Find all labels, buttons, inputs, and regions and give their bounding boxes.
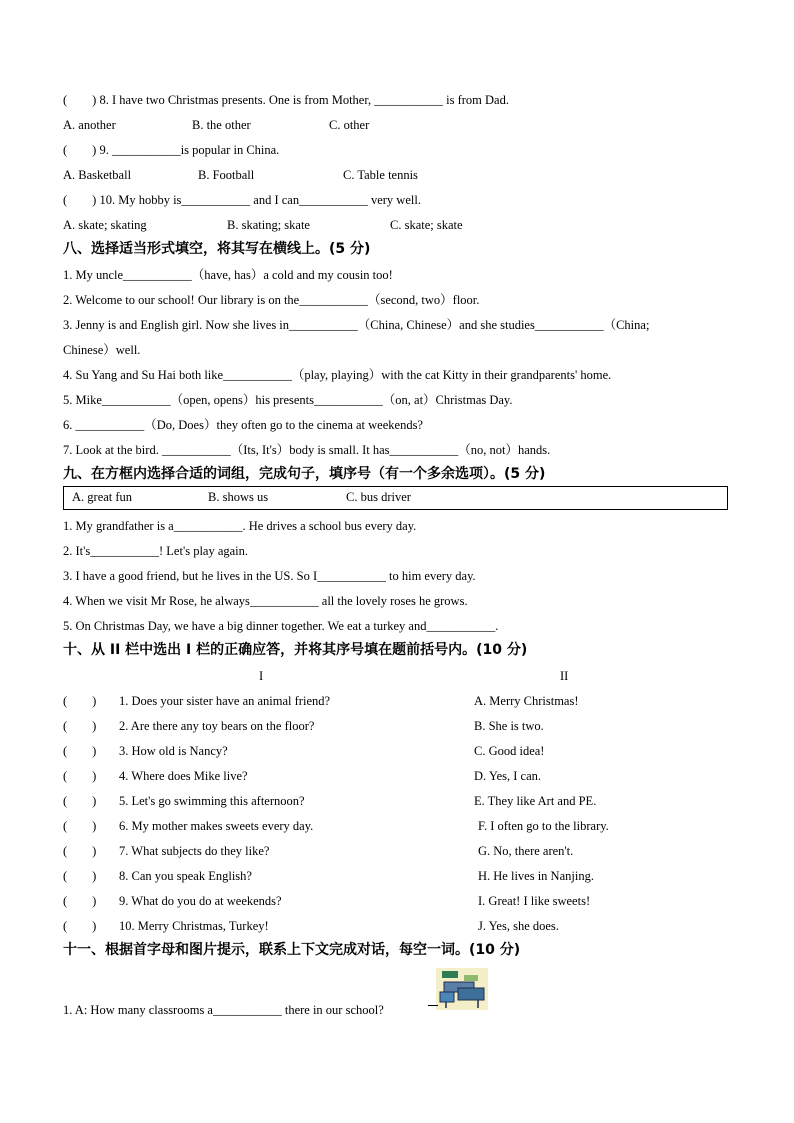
matching-question: 4. Where does Mike live? xyxy=(119,769,248,783)
section-10-heading: 十、从 II 栏中选出 I 栏的正确应答，并将其序号填在题前括号内。(10 分) xyxy=(63,642,528,658)
answer-paren: ( ) xyxy=(63,744,97,758)
s9-line-2: 2. It's___________! Let's play again. xyxy=(63,544,249,558)
word-bank-box xyxy=(63,486,728,510)
s8-line-5: 5. Mike___________（open, opens）his presents___________（on, at）Christmas Day. xyxy=(63,393,513,407)
matching-answer: I. Great! I like sweets! xyxy=(478,894,591,908)
s8-line-6: 6. ___________（Do, Does）they often go to the cinema at weekends? xyxy=(63,418,423,432)
q10-option-c: C. skate; skate xyxy=(390,218,463,232)
s9-line-1: 1. My grandfather is a___________. He drives a school bus every day. xyxy=(63,519,417,533)
answer-paren: ( ) xyxy=(63,844,97,858)
s9-line-4: 4. When we visit Mr Rose, he always___________ all the lovely roses he grows. xyxy=(63,594,468,608)
matching-answer: J. Yes, she does. xyxy=(478,919,559,933)
matching-answer: B. She is two. xyxy=(474,719,544,733)
q8-option-a: A. another xyxy=(63,118,116,132)
answer-paren: ( ) xyxy=(63,694,97,708)
matching-answer: D. Yes, I can. xyxy=(474,769,542,783)
matching-answer: H. He lives in Nanjing. xyxy=(478,869,594,883)
q9-option-c: C. Table tennis xyxy=(343,168,418,182)
matching-question: 1. Does your sister have an animal friend? xyxy=(119,694,331,708)
answer-paren: ( ) xyxy=(63,819,97,833)
matching-answer: G. No, there aren't. xyxy=(478,844,574,858)
word-bank-a: A. great fun xyxy=(72,490,133,504)
s9-line-3: 3. I have a good friend, but he lives in the US. So I___________ to him every day. xyxy=(63,569,476,583)
matching-question: 2. Are there any toy bears on the floor? xyxy=(119,719,315,733)
q8-option-b: B. the other xyxy=(192,118,251,132)
matching-answer: A. Merry Christmas! xyxy=(474,694,579,708)
question-8: ( ) 8. I have two Christmas presents. One is from Mother, ___________ is from Dad. xyxy=(63,93,509,107)
matching-question: 5. Let's go swimming this afternoon? xyxy=(119,794,305,808)
matching-question: 3. How old is Nancy? xyxy=(119,744,228,758)
matching-question: 10. Merry Christmas, Turkey! xyxy=(119,919,269,933)
question-9: ( ) 9. ___________is popular in China. xyxy=(63,143,280,157)
section-11-heading: 十一、根据首字母和图片提示，联系上下文完成对话，每空一词。(10 分) xyxy=(63,942,521,958)
matching-question: 6. My mother makes sweets every day. xyxy=(119,819,314,833)
column-ii-header: II xyxy=(560,669,569,683)
s8-line-2: 2. Welcome to our school! Our library is on the___________（second, two）floor. xyxy=(63,293,480,307)
q10-option-b: B. skating; skate xyxy=(227,218,310,232)
answer-paren: ( ) xyxy=(63,719,97,733)
column-i-header: I xyxy=(259,669,264,683)
matching-answer: C. Good idea! xyxy=(474,744,545,758)
q9-option-a: A. Basketball xyxy=(63,168,132,182)
section-9-heading: 九、在方框内选择合适的词组，完成句子，填序号（有一个多余选项）。(5 分) xyxy=(63,466,546,482)
matching-answer: E. They like Art and PE. xyxy=(474,794,597,808)
question-10: ( ) 10. My hobby is___________ and I can___________ very well. xyxy=(63,193,421,207)
s8-line-4: 4. Su Yang and Su Hai both like___________（play, playing）with the cat Kitty in their grandparents' home. xyxy=(63,368,612,382)
matching-answer: F. I often go to the library. xyxy=(478,819,609,833)
classroom-desk-picture xyxy=(436,968,488,1010)
s9-line-5: 5. On Christmas Day, we have a big dinner together. We eat a turkey and___________. xyxy=(63,619,499,633)
s8-line-1: 1. My uncle___________（have, has）a cold and my cousin too! xyxy=(63,268,393,282)
s11-question-1: 1. A: How many classrooms a___________ there in our school? xyxy=(63,1003,384,1017)
matching-question: 7. What subjects do they like? xyxy=(119,844,270,858)
q10-option-a: A. skate; skating xyxy=(63,218,147,232)
matching-question: 9. What do you do at weekends? xyxy=(119,894,282,908)
answer-paren: ( ) xyxy=(63,769,97,783)
answer-paren: ( ) xyxy=(63,794,97,808)
word-bank-b: B. shows us xyxy=(208,490,269,504)
q9-option-b: B. Football xyxy=(198,168,255,182)
s8-line-3-cont: Chinese）well. xyxy=(63,343,141,357)
word-bank-c: C. bus driver xyxy=(346,490,411,504)
answer-paren: ( ) xyxy=(63,894,97,908)
s8-line-7: 7. Look at the bird. ___________（Its, It's）body is small. It has___________（no, not）hands. xyxy=(63,443,551,457)
answer-paren: ( ) xyxy=(63,919,97,933)
answer-paren: ( ) xyxy=(63,869,97,883)
s8-line-3: 3. Jenny is and English girl. Now she lives in___________（China, Chinese）and she studies___________（China; xyxy=(63,318,650,332)
matching-question: 8. Can you speak English? xyxy=(119,869,252,883)
section-8-heading: 八、选择适当形式填空，将其写在横线上。(5 分) xyxy=(63,241,371,257)
picture-pointer-line xyxy=(428,1005,438,1006)
q8-option-c: C. other xyxy=(329,118,370,132)
